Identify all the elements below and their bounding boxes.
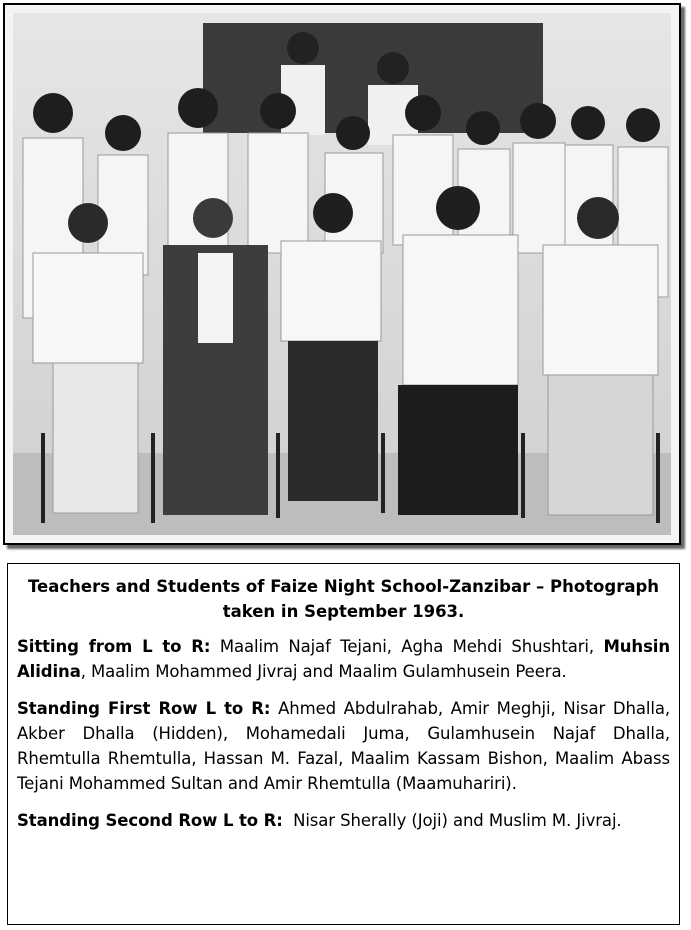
standing-first-row-label: Standing First Row L to R: <box>17 699 271 718</box>
standing-second-row-paragraph <box>17 808 670 833</box>
group-photo-illustration <box>13 13 671 535</box>
standing-first-row-names: Ahmed Abdulrahab, Amir Meghji, Nisar Dhalla, Akber Dhalla (Hidden), Mohamedali Juma, Gulamhusein Najaf Dhalla, Rhemtulla Rhemtulla, Hassan M. Fazal, Maalim Kassam Bishon, Maalim Abass Tejani Mohammed Sultan and Amir Rhemtulla (Maamuhariri). <box>17 699 670 793</box>
standing-second-row-label: Standing Second Row L to R: <box>17 811 283 830</box>
photo-frame <box>3 3 681 545</box>
highlighted-name: Muhsin Alidina <box>17 637 671 681</box>
sitting-label: Sitting from L to R: <box>17 637 211 656</box>
caption-box <box>7 563 680 925</box>
group-photo-image <box>13 13 671 535</box>
sitting-names-2: , Maalim Mohammed Jivraj and Maalim Gulamhusein Peera. <box>80 662 567 681</box>
sitting-names-1: Maalim Najaf Tejani, Agha Mehdi Shushtari, <box>210 637 604 656</box>
standing-second-row-names: Nisar Sherally (Joji) and Muslim M. Jivraj. <box>282 811 622 830</box>
caption-title: Teachers and Students of Faize Night School-Zanzibar – Photograph taken in September 1963. <box>27 577 660 621</box>
sitting-paragraph <box>17 634 670 684</box>
standing-first-row-paragraph <box>17 696 670 796</box>
